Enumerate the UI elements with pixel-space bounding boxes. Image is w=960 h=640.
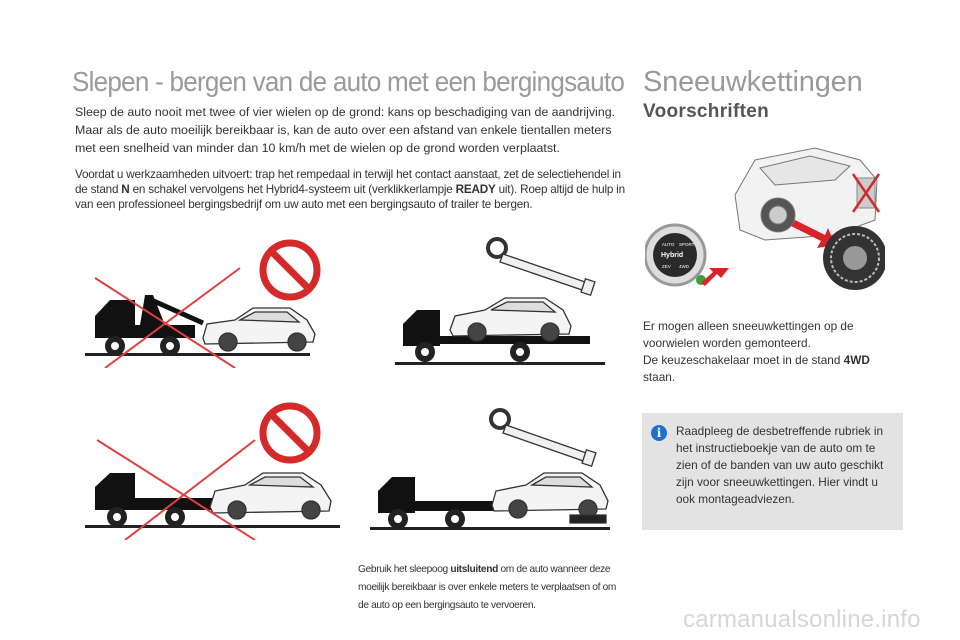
prohibited-cradle-figure [85,395,350,540]
ready-lamp: READY [455,183,496,196]
snow-chain-figure [645,140,885,300]
car-icon [210,473,331,519]
watermark: carmanualsonline.info [683,606,921,633]
tow-hook-icon [488,239,595,295]
snow-chains-text: Er mogen alleen sneeuwkettingen op de voorwielen worden gemonteerd. De keuzeschakelaar moet in de stand 4WD staan. [643,319,870,384]
info-icon: i [651,425,667,441]
snow-chains-subtitle: Voorschriften [643,101,770,122]
car-icon [450,298,571,341]
prohibit-sign-icon [263,243,317,297]
prohibited-tow-figure [85,228,335,368]
svg-text:SPORT: SPORT [679,242,695,247]
svg-text:AUTO: AUTO [662,242,675,247]
gear-n: N [121,183,130,196]
tow-hook-icon [491,410,596,466]
info-box [642,413,903,530]
instructions-paragraph: Voordat u werkzaamheden uitvoert: trap het rempedaal in terwijl het contact aanstaat, zet de selectiehendel in de stand N en schakel vervolgens het Hybrid4-systeem uit (verklikkerlampje READY uit). Roep altijd de hulp in van een professioneel bergingsbedrijf om uw auto met een bergingsauto of trailer te bergen. [75,168,625,211]
info-text: Raadpleeg de desbetreffende rubriek in het instructieboekje van de auto om te zien of de banden van uw auto geschikt zijn voor sneeuwkettingen. Hier vindt u ook montageadviezen. [676,424,884,506]
prohibit-sign-icon [263,406,317,460]
intro-paragraph: Sleep de auto nooit met twee of vier wielen op de grond: kans op beschadiging van de aandrijving. Maar als de auto moeilijk bereikbaar is, kan de auto over een afstand van enkele tientallen meters met een snelheid van minder dan 10 km/h met de wielen op de grond worden verplaatst. [75,105,616,155]
car-icon [203,308,315,351]
dolly-tow-figure [370,405,620,545]
page-title: Slepen - bergen van de auto met een bergingsauto [72,66,625,97]
svg-text:Hybrid: Hybrid [661,252,684,259]
snow-chains-title: Sneeuwkettingen [643,66,863,98]
flatbed-figure [395,234,615,369]
tow-eye-caption: Gebruik het sleepoog uitsluitend om de auto wanneer deze moeilijk bereikbaar is over enkele meters te verplaatsen of om de auto op een bergingsauto te vervoeren. [358,564,617,611]
wheel-chain-icon [823,226,885,290]
car-icon [492,473,608,523]
svg-text:ZEV: ZEV [662,264,671,269]
svg-text:4WD: 4WD [679,264,689,269]
dial-icon [645,225,706,285]
prohibit-cross-icon [853,174,879,212]
